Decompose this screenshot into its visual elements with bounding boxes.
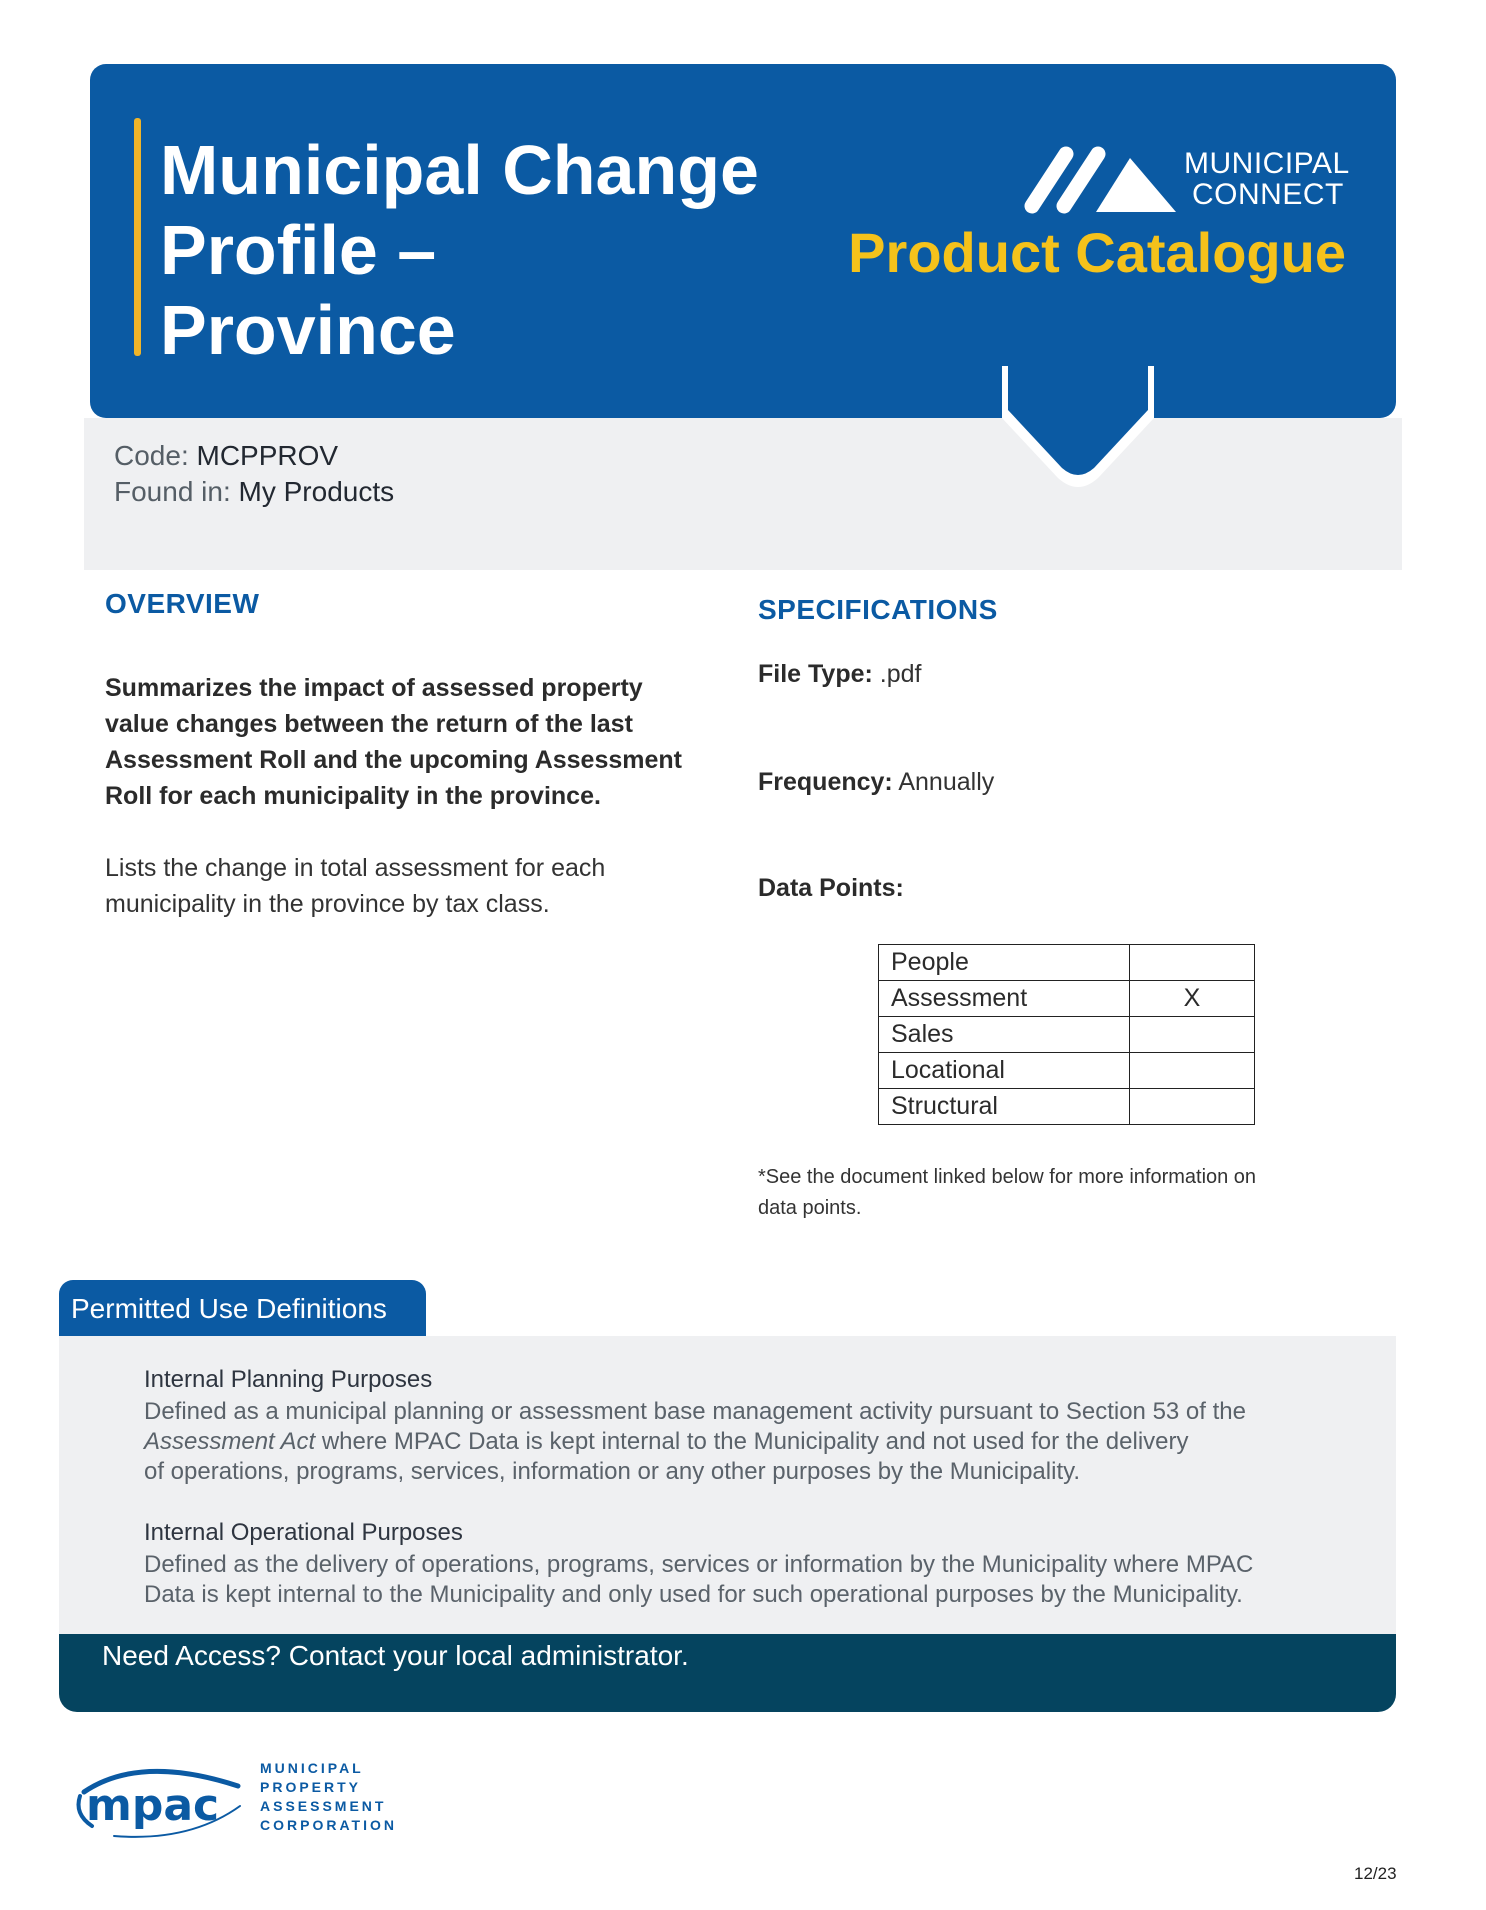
definition-line [144, 1427, 1344, 1457]
data-point-mark [1130, 1053, 1255, 1089]
data-points-label: Data Points: [758, 874, 904, 902]
specifications-heading: SPECIFICATIONS [758, 594, 998, 625]
data-points-footnote [758, 1162, 1358, 1224]
data-point-mark [1130, 1089, 1255, 1125]
catalogue-title: Product Catalogue [848, 221, 1346, 284]
data-points [758, 874, 904, 903]
definition-body [144, 1550, 1344, 1610]
data-point-label: Sales [879, 1017, 1130, 1053]
page-title [160, 130, 800, 370]
org-line: ASSESSMENT [260, 1798, 387, 1814]
table-row [879, 945, 1255, 981]
mpac-wordmark [260, 1759, 397, 1835]
footnote-line: *See the document linked below for more information on [758, 1166, 1257, 1188]
access-lead: Need Access? [102, 1640, 281, 1671]
product-code [114, 440, 338, 472]
code-label: Code: [114, 440, 189, 471]
definition-line: Data is kept internal to the Municipality and only used for such operational purposes by the Municipality. [144, 1581, 1243, 1608]
title-accent-bar [134, 118, 141, 356]
details-line: Lists the change in total assessment for each [105, 854, 606, 882]
title-line: Province [160, 291, 456, 369]
definition-line: Defined as the delivery of operations, programs, services or information by the Municipality where MPAC [144, 1551, 1254, 1578]
file-type [758, 660, 922, 689]
mpac-logo-text: mpac [86, 1780, 220, 1831]
data-point-label: Structural [879, 1089, 1130, 1125]
data-points-table [878, 944, 1255, 1125]
page-number: 12/23 [1354, 1864, 1397, 1883]
brand-line: CONNECT [1192, 178, 1344, 211]
access-message [102, 1640, 689, 1672]
file-type-value: .pdf [879, 660, 922, 688]
frequency [758, 768, 994, 797]
title-line: Municipal Change [160, 131, 759, 209]
banner-pointer-cover [1002, 366, 1154, 490]
frequency-label: Frequency: [758, 768, 893, 796]
definition-title: Internal Planning Purposes [144, 1366, 433, 1393]
table-row [879, 981, 1255, 1017]
found-value: My Products [238, 476, 395, 507]
table-row [879, 1089, 1255, 1125]
summary-line: Roll for each municipality in the province. [105, 782, 601, 810]
data-point-mark [1130, 1017, 1255, 1053]
definition-line-rest: where MPAC Data is kept internal to the Municipality and not used for the delivery [315, 1428, 1189, 1455]
code-value: MCPPROV [196, 440, 339, 471]
title-line: Profile – [160, 211, 437, 289]
found-in [114, 476, 394, 508]
municipal-connect-logo-icon [1020, 140, 1180, 216]
frequency-value: Annually [898, 768, 995, 796]
org-line: PROPERTY [260, 1779, 362, 1795]
found-label: Found in: [114, 476, 231, 507]
data-point-label: Locational [879, 1053, 1130, 1089]
definition-body [144, 1397, 1344, 1487]
table-row [879, 1017, 1255, 1053]
table-row [879, 1053, 1255, 1089]
footnote-line: data points. [758, 1197, 862, 1219]
org-line: CORPORATION [260, 1817, 397, 1833]
summary-line: Assessment Roll and the upcoming Assessment [105, 746, 683, 774]
definition-line: of operations, programs, services, information or any other purposes by the Municipality. [144, 1458, 1080, 1485]
overview-summary [105, 670, 705, 814]
overview-details [105, 850, 705, 922]
data-point-label: People [879, 945, 1130, 981]
data-point-mark [1130, 945, 1255, 981]
data-point-mark: X [1130, 981, 1255, 1017]
details-line: municipality in the province by tax class. [105, 890, 550, 918]
definition-line: Defined as a municipal planning or assessment base management activity pursuant to Section 53 of the [144, 1398, 1246, 1425]
summary-line: value changes between the return of the last [105, 710, 633, 738]
mpac-logo-icon [70, 1756, 250, 1842]
brand-wordmark [1184, 148, 1350, 210]
brand-line: MUNICIPAL [1184, 147, 1350, 180]
data-point-label: Assessment [879, 981, 1130, 1017]
access-rest: Contact your local administrator. [281, 1640, 689, 1671]
overview-heading: OVERVIEW [105, 588, 260, 619]
act-name: Assessment Act [144, 1428, 316, 1455]
org-line: MUNICIPAL [260, 1760, 364, 1776]
definition-title: Internal Operational Purposes [144, 1519, 463, 1546]
permitted-use-tab: Permitted Use Definitions [59, 1280, 426, 1336]
file-type-label: File Type: [758, 660, 873, 688]
summary-line: Summarizes the impact of assessed property [105, 674, 643, 702]
